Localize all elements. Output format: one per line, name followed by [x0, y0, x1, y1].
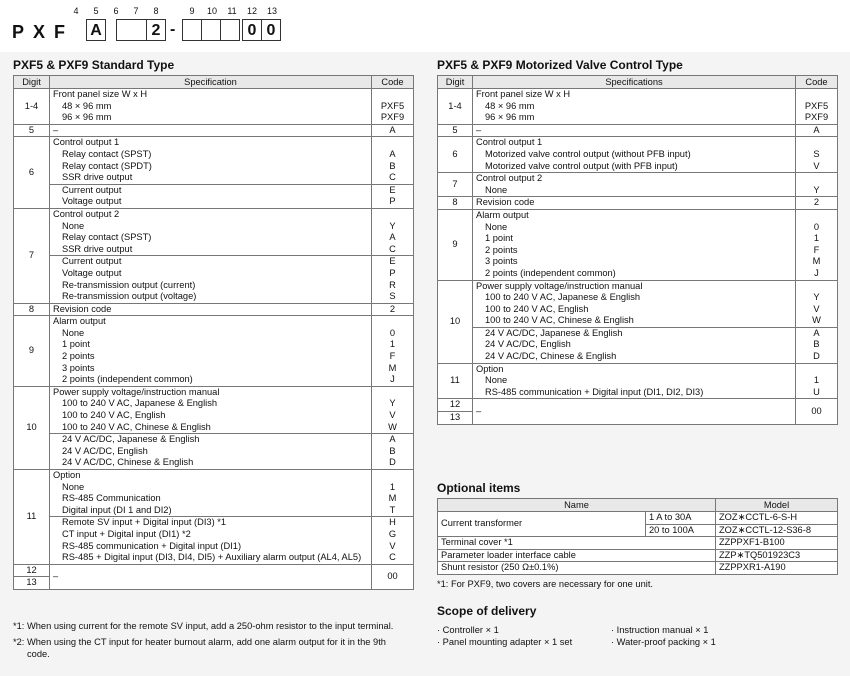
code-cell: 1 — [372, 339, 414, 351]
option-label: 1 point — [473, 233, 796, 245]
code-cell: PXF5 — [796, 101, 838, 113]
code-cell: B — [796, 339, 838, 351]
option-label: 100 to 240 V AC, English — [50, 410, 372, 422]
option-label: 100 to 240 V AC, Chinese & English — [50, 422, 372, 434]
optional-items-title: Optional items — [437, 481, 521, 495]
code-cell: Y — [796, 185, 838, 197]
digit-number: 13 — [266, 6, 277, 16]
footnote-1: *1: When using current for the remote SV input, add a 250-ohm resistor to the input terminal. — [13, 621, 394, 631]
digit-number: 5 — [93, 6, 99, 16]
option-row — [438, 315, 838, 327]
category-row — [14, 303, 414, 316]
column-header-digit: Digit — [14, 76, 50, 89]
option-row — [14, 446, 414, 458]
option-label: None — [50, 482, 372, 494]
option-label: None — [473, 185, 796, 197]
option-row — [438, 339, 838, 351]
option-label: 3 points — [473, 256, 796, 268]
code-cell: V — [796, 304, 838, 316]
option-row — [14, 232, 414, 244]
scope-title: Scope of delivery — [437, 604, 537, 618]
option-label: 96 × 96 mm — [50, 112, 372, 124]
code-cell: 0 — [796, 222, 838, 234]
code-cell: PXF5 — [372, 101, 414, 113]
column-header-digit: Digit — [438, 76, 473, 89]
code-cell: J — [796, 268, 838, 280]
option-row — [14, 184, 414, 196]
category-row — [438, 173, 838, 185]
motorized-type-table — [437, 75, 838, 425]
option-row — [438, 233, 838, 245]
option-label: 2 points (independent common) — [50, 374, 372, 386]
code-cell — [372, 470, 414, 482]
option-row — [14, 339, 414, 351]
code-cell: P — [372, 196, 414, 208]
option-row — [438, 268, 838, 280]
category-label: Power supply voltage/instruction manual — [50, 386, 372, 398]
digit-cell: 8 — [438, 197, 473, 210]
code-cell: C — [372, 244, 414, 256]
option-row — [14, 482, 414, 494]
optional-note: *1: For PXF9, two covers are necessary for one unit. — [437, 579, 653, 589]
option-row — [14, 161, 414, 173]
code-cell: A — [796, 327, 838, 339]
digit-cell: 9 — [14, 316, 50, 387]
digit-cell: 12 — [438, 399, 473, 412]
option-label: Re-transmission output (current) — [50, 280, 372, 292]
digit-number: 6 — [113, 6, 119, 16]
option-row — [14, 410, 414, 422]
category-label: Revision code — [50, 303, 372, 316]
category-label: Control output 2 — [473, 173, 796, 185]
code-cell: W — [796, 315, 838, 327]
code-cell: 1 — [796, 233, 838, 245]
option-label: 3 points — [50, 363, 372, 375]
option-label: 100 to 240 V AC, Japanese & English — [50, 398, 372, 410]
digit-cell: 11 — [14, 470, 50, 565]
header-row — [14, 76, 414, 89]
digit-number: 4 — [73, 6, 79, 16]
code-cell: A — [372, 149, 414, 161]
option-label: 100 to 240 V AC, Chinese & English — [473, 315, 796, 327]
digit-number: 11 — [227, 6, 237, 16]
category-row — [14, 89, 414, 101]
option-label: RS-485 communication + Digital input (DI1) — [50, 541, 372, 553]
option-model: ZZPPXF1-B100 — [716, 537, 838, 550]
category-label: Option — [50, 470, 372, 482]
scope-item: · Panel mounting adapter × 1 set — [437, 637, 573, 647]
option-row — [14, 172, 414, 184]
option-label: 2 points — [50, 351, 372, 363]
option-row — [438, 149, 838, 161]
code-box: 0 — [242, 19, 262, 41]
option-label: SSR drive output — [50, 172, 372, 184]
order-code-header — [0, 0, 290, 52]
option-label: – — [473, 124, 796, 137]
option-row — [438, 387, 838, 399]
code-cell: PXF9 — [372, 112, 414, 124]
option-label: 24 V AC/DC, Chinese & English — [50, 457, 372, 469]
option-label: 2 points (independent common) — [473, 268, 796, 280]
code-cell — [796, 173, 838, 185]
code-cell: D — [372, 457, 414, 469]
category-label: Control output 1 — [50, 137, 372, 149]
option-label: 100 to 240 V AC, Japanese & English — [473, 292, 796, 304]
option-label: RS-485 communication + Digital input (DI1, DI2, DI3) — [473, 387, 796, 399]
option-label: Voltage output — [50, 268, 372, 280]
option-row — [14, 541, 414, 553]
footnote-2: *2: When using the CT input for heater burnout alarm, add one alarm output for it in the 9th — [13, 637, 386, 647]
column-header-model: Model — [716, 499, 838, 512]
code-cell: V — [372, 410, 414, 422]
category-row — [14, 208, 414, 220]
scope-item: · Water-proof packing × 1 — [611, 637, 716, 647]
option-label: – — [50, 564, 372, 589]
option-label: RS-485 + Digital input (DI3, DI4, DI5) + Auxiliary alarm output (AL4, AL5) — [50, 552, 372, 564]
option-label: Remote SV input + Digital input (DI3) *1 — [50, 517, 372, 529]
digit-cell: 6 — [438, 137, 473, 173]
option-row — [438, 101, 838, 113]
code-cell: 1 — [372, 482, 414, 494]
code-cell: P — [372, 268, 414, 280]
option-row — [438, 304, 838, 316]
category-row — [14, 316, 414, 328]
column-header-name: Name — [438, 499, 716, 512]
code-dash: - — [170, 21, 176, 38]
code-cell: Y — [796, 292, 838, 304]
category-row — [438, 363, 838, 375]
code-cell: A — [796, 124, 838, 137]
model-prefix: PXF — [12, 22, 75, 42]
option-row — [14, 374, 414, 386]
digit-cell: 1-4 — [438, 89, 473, 125]
code-cell: U — [796, 387, 838, 399]
category-label: Front panel size W x H — [473, 89, 796, 101]
option-label: Digital input (DI 1 and DI2) — [50, 505, 372, 517]
option-label: 100 to 240 V AC, English — [473, 304, 796, 316]
code-box: 2 — [146, 19, 166, 41]
category-label: Control output 1 — [473, 137, 796, 149]
option-row — [14, 552, 414, 564]
option-row — [438, 351, 838, 363]
code-cell: R — [372, 280, 414, 292]
code-box — [220, 19, 240, 41]
code-cell: S — [796, 149, 838, 161]
option-row — [14, 457, 414, 469]
code-cell: 00 — [796, 399, 838, 424]
category-label: Option — [473, 363, 796, 375]
option-row — [14, 422, 414, 434]
option-row — [438, 112, 838, 124]
option-label: 24 V AC/DC, Japanese & English — [473, 327, 796, 339]
category-label: Alarm output — [473, 209, 796, 221]
code-cell: A — [372, 232, 414, 244]
code-cell: M — [796, 256, 838, 268]
option-row — [14, 268, 414, 280]
code-cell: A — [372, 124, 414, 137]
option-row — [438, 161, 838, 173]
option-label: Current output — [50, 184, 372, 196]
category-label: Front panel size W x H — [50, 89, 372, 101]
optional-items-table — [437, 498, 838, 575]
option-label: Current output — [50, 256, 372, 268]
option-row — [14, 291, 414, 303]
code-cell: H — [372, 517, 414, 529]
option-row — [14, 112, 414, 124]
ct-model: ZOZ∗CCTL-6-S-H — [716, 512, 838, 525]
code-cell: W — [372, 422, 414, 434]
category-label: Power supply voltage/instruction manual — [473, 280, 796, 292]
code-cell — [372, 316, 414, 328]
scope-item: · Instruction manual × 1 — [611, 625, 709, 635]
ct-name: Current transformer — [438, 512, 646, 537]
code-cell: F — [372, 351, 414, 363]
digit-cell: 7 — [14, 208, 50, 303]
code-cell: C — [372, 552, 414, 564]
code-cell: 0 — [372, 328, 414, 340]
option-label: None — [473, 222, 796, 234]
code-cell: Y — [372, 221, 414, 233]
standard-type-title: PXF5 & PXF9 Standard Type — [13, 58, 175, 72]
option-row — [14, 505, 414, 517]
option-row — [438, 375, 838, 387]
code-cell: V — [796, 161, 838, 173]
option-row — [14, 280, 414, 292]
code-cell — [372, 208, 414, 220]
option-label: 2 points — [473, 245, 796, 257]
option-label: 48 × 96 mm — [50, 101, 372, 113]
final-digit-row — [14, 564, 414, 577]
code-box: 0 — [261, 19, 281, 41]
code-cell — [372, 89, 414, 101]
option-row — [438, 185, 838, 197]
option-row — [438, 256, 838, 268]
option-row — [14, 328, 414, 340]
option-row — [438, 327, 838, 339]
category-row — [14, 470, 414, 482]
code-cell: 2 — [372, 303, 414, 316]
option-row — [14, 124, 414, 137]
option-row — [14, 221, 414, 233]
category-row — [14, 137, 414, 149]
option-row — [14, 363, 414, 375]
option-label: 24 V AC/DC, English — [473, 339, 796, 351]
code-cell: S — [372, 291, 414, 303]
option-model: ZZP∗TQ501923C3 — [716, 549, 838, 562]
option-row — [14, 398, 414, 410]
option-row — [438, 245, 838, 257]
option-row — [14, 196, 414, 208]
code-cell: F — [796, 245, 838, 257]
option-row — [14, 529, 414, 541]
code-cell: M — [372, 363, 414, 375]
digit-cell: 7 — [438, 173, 473, 197]
option-row — [14, 244, 414, 256]
ct-range: 20 to 100A — [646, 524, 716, 537]
option-row — [14, 517, 414, 529]
code-cell: Y — [372, 398, 414, 410]
option-row — [14, 256, 414, 268]
code-cell — [372, 386, 414, 398]
option-label: Relay contact (SPDT) — [50, 161, 372, 173]
digit-cell: 9 — [438, 209, 473, 280]
digit-cell: 12 — [14, 564, 50, 577]
code-cell: A — [372, 434, 414, 446]
code-cell: 1 — [796, 375, 838, 387]
code-box — [201, 19, 221, 41]
code-cell: D — [796, 351, 838, 363]
ct-model: ZOZ∗CCTL-12-S36-8 — [716, 524, 838, 537]
option-name: Terminal cover *1 — [438, 537, 716, 550]
header-row — [438, 76, 838, 89]
option-label: RS-485 Communication — [50, 493, 372, 505]
footnote-2-cont: code. — [27, 649, 50, 659]
option-label: None — [50, 221, 372, 233]
motorized-type-title: PXF5 & PXF9 Motorized Valve Control Type — [437, 58, 683, 72]
category-row — [438, 280, 838, 292]
option-row — [14, 149, 414, 161]
code-cell: 2 — [796, 197, 838, 210]
digit-number: 7 — [133, 6, 139, 16]
option-name: Shunt resistor (250 Ω±0.1%) — [438, 562, 716, 575]
digit-cell: 13 — [438, 412, 473, 425]
code-cell: J — [372, 374, 414, 386]
code-box — [182, 19, 202, 41]
option-label: CT input + Digital input (DI1) *2 — [50, 529, 372, 541]
digit-cell: 5 — [14, 124, 50, 137]
code-cell: B — [372, 161, 414, 173]
code-box — [116, 19, 150, 41]
code-cell: T — [372, 505, 414, 517]
option-row — [14, 101, 414, 113]
option-label: None — [473, 375, 796, 387]
column-header-spec: Specification — [50, 76, 372, 89]
code-cell — [796, 89, 838, 101]
code-cell: C — [372, 172, 414, 184]
option-label: Re-transmission output (voltage) — [50, 291, 372, 303]
code-cell: PXF9 — [796, 112, 838, 124]
digit-number: 9 — [189, 6, 195, 16]
digit-cell: 13 — [14, 577, 50, 590]
option-row — [14, 434, 414, 446]
code-cell — [796, 209, 838, 221]
digit-cell: 10 — [438, 280, 473, 363]
category-row — [14, 386, 414, 398]
option-label: 1 point — [50, 339, 372, 351]
category-row — [438, 209, 838, 221]
option-label: 24 V AC/DC, Japanese & English — [50, 434, 372, 446]
digit-number: 10 — [206, 6, 217, 16]
code-cell — [796, 363, 838, 375]
category-label: Control output 2 — [50, 208, 372, 220]
option-row — [438, 222, 838, 234]
option-row — [14, 351, 414, 363]
digit-cell: 5 — [438, 124, 473, 137]
standard-type-table — [13, 75, 414, 590]
category-row — [438, 137, 838, 149]
scope-item: · Controller × 1 — [437, 625, 499, 635]
option-label: – — [50, 124, 372, 137]
category-label: Revision code — [473, 197, 796, 210]
code-cell — [796, 280, 838, 292]
digit-cell: 10 — [14, 386, 50, 469]
option-row — [438, 124, 838, 137]
category-label: Alarm output — [50, 316, 372, 328]
final-digit-row — [438, 399, 838, 412]
option-label: Voltage output — [50, 196, 372, 208]
option-name: Parameter loader interface cable — [438, 549, 716, 562]
category-row — [438, 197, 838, 210]
code-cell: G — [372, 529, 414, 541]
option-label: – — [473, 399, 796, 424]
code-box: A — [86, 19, 106, 41]
column-header-spec: Specifications — [473, 76, 796, 89]
option-label: 24 V AC/DC, Chinese & English — [473, 351, 796, 363]
option-label: Relay contact (SPST) — [50, 232, 372, 244]
code-cell — [796, 137, 838, 149]
option-label: Motorized valve control output (with PFB input) — [473, 161, 796, 173]
option-label: 48 × 96 mm — [473, 101, 796, 113]
option-row — [438, 292, 838, 304]
digit-number: 12 — [246, 6, 257, 16]
code-cell: E — [372, 184, 414, 196]
option-label: 24 V AC/DC, English — [50, 446, 372, 458]
code-cell: E — [372, 256, 414, 268]
digit-cell: 6 — [14, 137, 50, 209]
option-label: None — [50, 328, 372, 340]
code-cell: 00 — [372, 564, 414, 589]
code-cell: V — [372, 541, 414, 553]
code-cell: M — [372, 493, 414, 505]
ct-range: 1 A to 30A — [646, 512, 716, 525]
option-label: Relay contact (SPST) — [50, 149, 372, 161]
category-row — [438, 89, 838, 101]
column-header-code: Code — [372, 76, 414, 89]
option-label: Motorized valve control output (without PFB input) — [473, 149, 796, 161]
option-model: ZZPPXR1-A190 — [716, 562, 838, 575]
digit-cell: 1-4 — [14, 89, 50, 125]
option-row — [14, 493, 414, 505]
code-cell: B — [372, 446, 414, 458]
option-label: SSR drive output — [50, 244, 372, 256]
option-label: 96 × 96 mm — [473, 112, 796, 124]
digit-cell: 11 — [438, 363, 473, 399]
column-header-code: Code — [796, 76, 838, 89]
code-cell — [372, 137, 414, 149]
digit-cell: 8 — [14, 303, 50, 316]
digit-number: 8 — [153, 6, 159, 16]
